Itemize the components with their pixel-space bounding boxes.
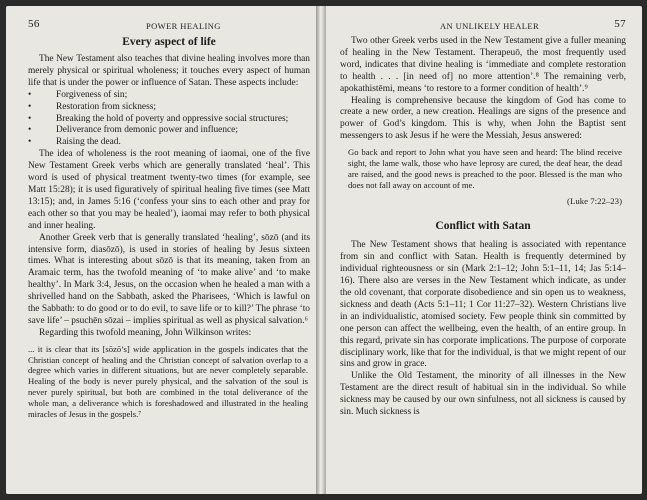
running-title-right: AN UNLIKELY HEALER <box>440 21 540 31</box>
running-head-right <box>340 20 626 36</box>
list-item: • Forgiveness of sin; <box>28 89 128 100</box>
paragraph-iaomai: The idea of wholeness is the root meaning of iaomai, one of the five New Testament Greek verbs which are generally translated ‘heal’. This word is used of physical treatment twenty-two times (for example, see Matt 15:28); it is used figuratively of spiritual healing five times (see Matt 13:15); and, in James 5:16 (‘confess your sins to each other and pray for each other so that you may be healed’), iaomai may refer to both physical and inner healing. <box>28 149 310 231</box>
page-number-left: 56 <box>28 18 40 30</box>
page-number-right: 57 <box>614 18 626 30</box>
paragraph-repentance: The New Testament shows that healing is associated with repentance from sin and conflict with Satan. Health is frequently determined by individual righteousness or sin (Mark 2:1–12; John 5:1–11, 14; Jas 5:14–16). There also are verses in the New Testament which indicate, as under the old covenant, that corporate disobedience and sin open us to weakness, sickness and death (Acts 5:1–11; 1 Cor 11:27–32). Western Christians live in an individualistic, atomised society. Few people think sin committed by one person can affect the wellbeing, even the health, of an entire group. In this regard, private sin has corporate implications. The purpose of corporate disciplinary work, like that for the individual, is that we might repent of our sins and grow in grace. <box>340 240 626 370</box>
bullet-icon: • <box>28 113 32 124</box>
list-item: • Restoration from sickness; <box>28 101 156 112</box>
paragraph-unlike-ot: Unlike the Old Testament, the minority of all illnesses in the New Testament are the direct result of habitual sin in the individual. So while sickness may be caused by our own sinfulness, not all sickness is caused by sin. Much sickness is <box>340 371 626 418</box>
section-heading-every-aspect: Every aspect of life <box>122 36 216 48</box>
paragraph-wilkinson-intro: Regarding this twofold meaning, John Wilkinson writes: <box>39 327 252 338</box>
list-item: • Deliverance from demonic power and influence; <box>28 125 238 136</box>
bullet-icon: • <box>28 89 32 100</box>
paragraph-greek-verbs: Two other Greek verbs used in the New Testament give a fuller meaning of healing in the New Testament. Therapeuō, the most frequently used word, indicates that divine healing is ‘immediate and complete restoration to health . . . [in need of] no more attention’.⁸ The remaining verb, apokathistēmi, means ‘to restore to a former condition of health’.⁹ <box>340 36 626 94</box>
bullet-icon: • <box>28 125 32 136</box>
paragraph-kingdom: Healing is comprehensive because the kingdom of God has come to create a new order, a new creation. Healings are signs of the presence and power of God’s kingdom. This is why, when John the Baptist sent messengers to ask Jesus if he were the Messiah, Jesus answered: <box>340 95 626 142</box>
running-title-left: POWER HEALING <box>146 21 221 31</box>
wilkinson-quote: ... it is clear that its [sōzō’s] wide application in the gospels indicates that the Christian concept of healing and the Christian concept of salvation overlap to a degree which varies in different situations, but are never completely separable. Healing of the body is never purely physical, and the salvation of the soul is never purely spiritual, but both are combined in the total deliverance of the whole man, a deliverance which is foreshadowed and illustrated in the healing miracles of Jesus in the gospels.⁷ <box>28 343 308 419</box>
list-item: • Raising the dead. <box>28 137 121 148</box>
paragraph-sozo: Another Greek verb that is generally translated ‘healing’, sōzō (and its intensive form, diasōzō), is used in stories of healing by Jesus sixteen times. What is interesting about sōzō is that its meaning, taken from an Aramaic term, has the twofold meaning of ‘to make alive’ and ‘to make healthy’. In Mark 3:4, Jesus, on the occasion when he healed a man with a shrivelled hand on the Sabbath, asked the Pharisees, ‘Which is lawful on the Sabbath: to do good or to do evil, to save life or to kill?’ The phrase ‘to save life’ – psuchēn sōzai – implies spiritual as well as physical salvation.⁶ <box>28 232 310 326</box>
right-page <box>326 6 642 494</box>
bullet-icon: • <box>28 101 32 112</box>
bullet-icon: • <box>28 137 32 148</box>
section-heading-conflict: Conflict with Satan <box>435 220 531 233</box>
running-head-left <box>28 20 310 36</box>
luke-citation: (Luke 7:22–23) <box>567 196 622 207</box>
aspects-list <box>28 90 310 150</box>
luke-quote: Go back and report to John what you have seen and heard: The blind receive sight, the lame walk, those who have leprosy are cured, the deaf hear, the dead are raised, and the good news is preached to the poor. Blessed is the man who does not fall away on account of me. <box>348 147 622 190</box>
list-item: • Breaking the hold of poverty and oppressive social structures; <box>28 113 289 124</box>
left-page <box>6 6 318 494</box>
paragraph-intro: The New Testament also teaches that divine healing involves more than merely physical or spiritual wholeness; it touches every aspect of human life that is under the power or influence of Satan. These aspects include: <box>28 54 310 88</box>
